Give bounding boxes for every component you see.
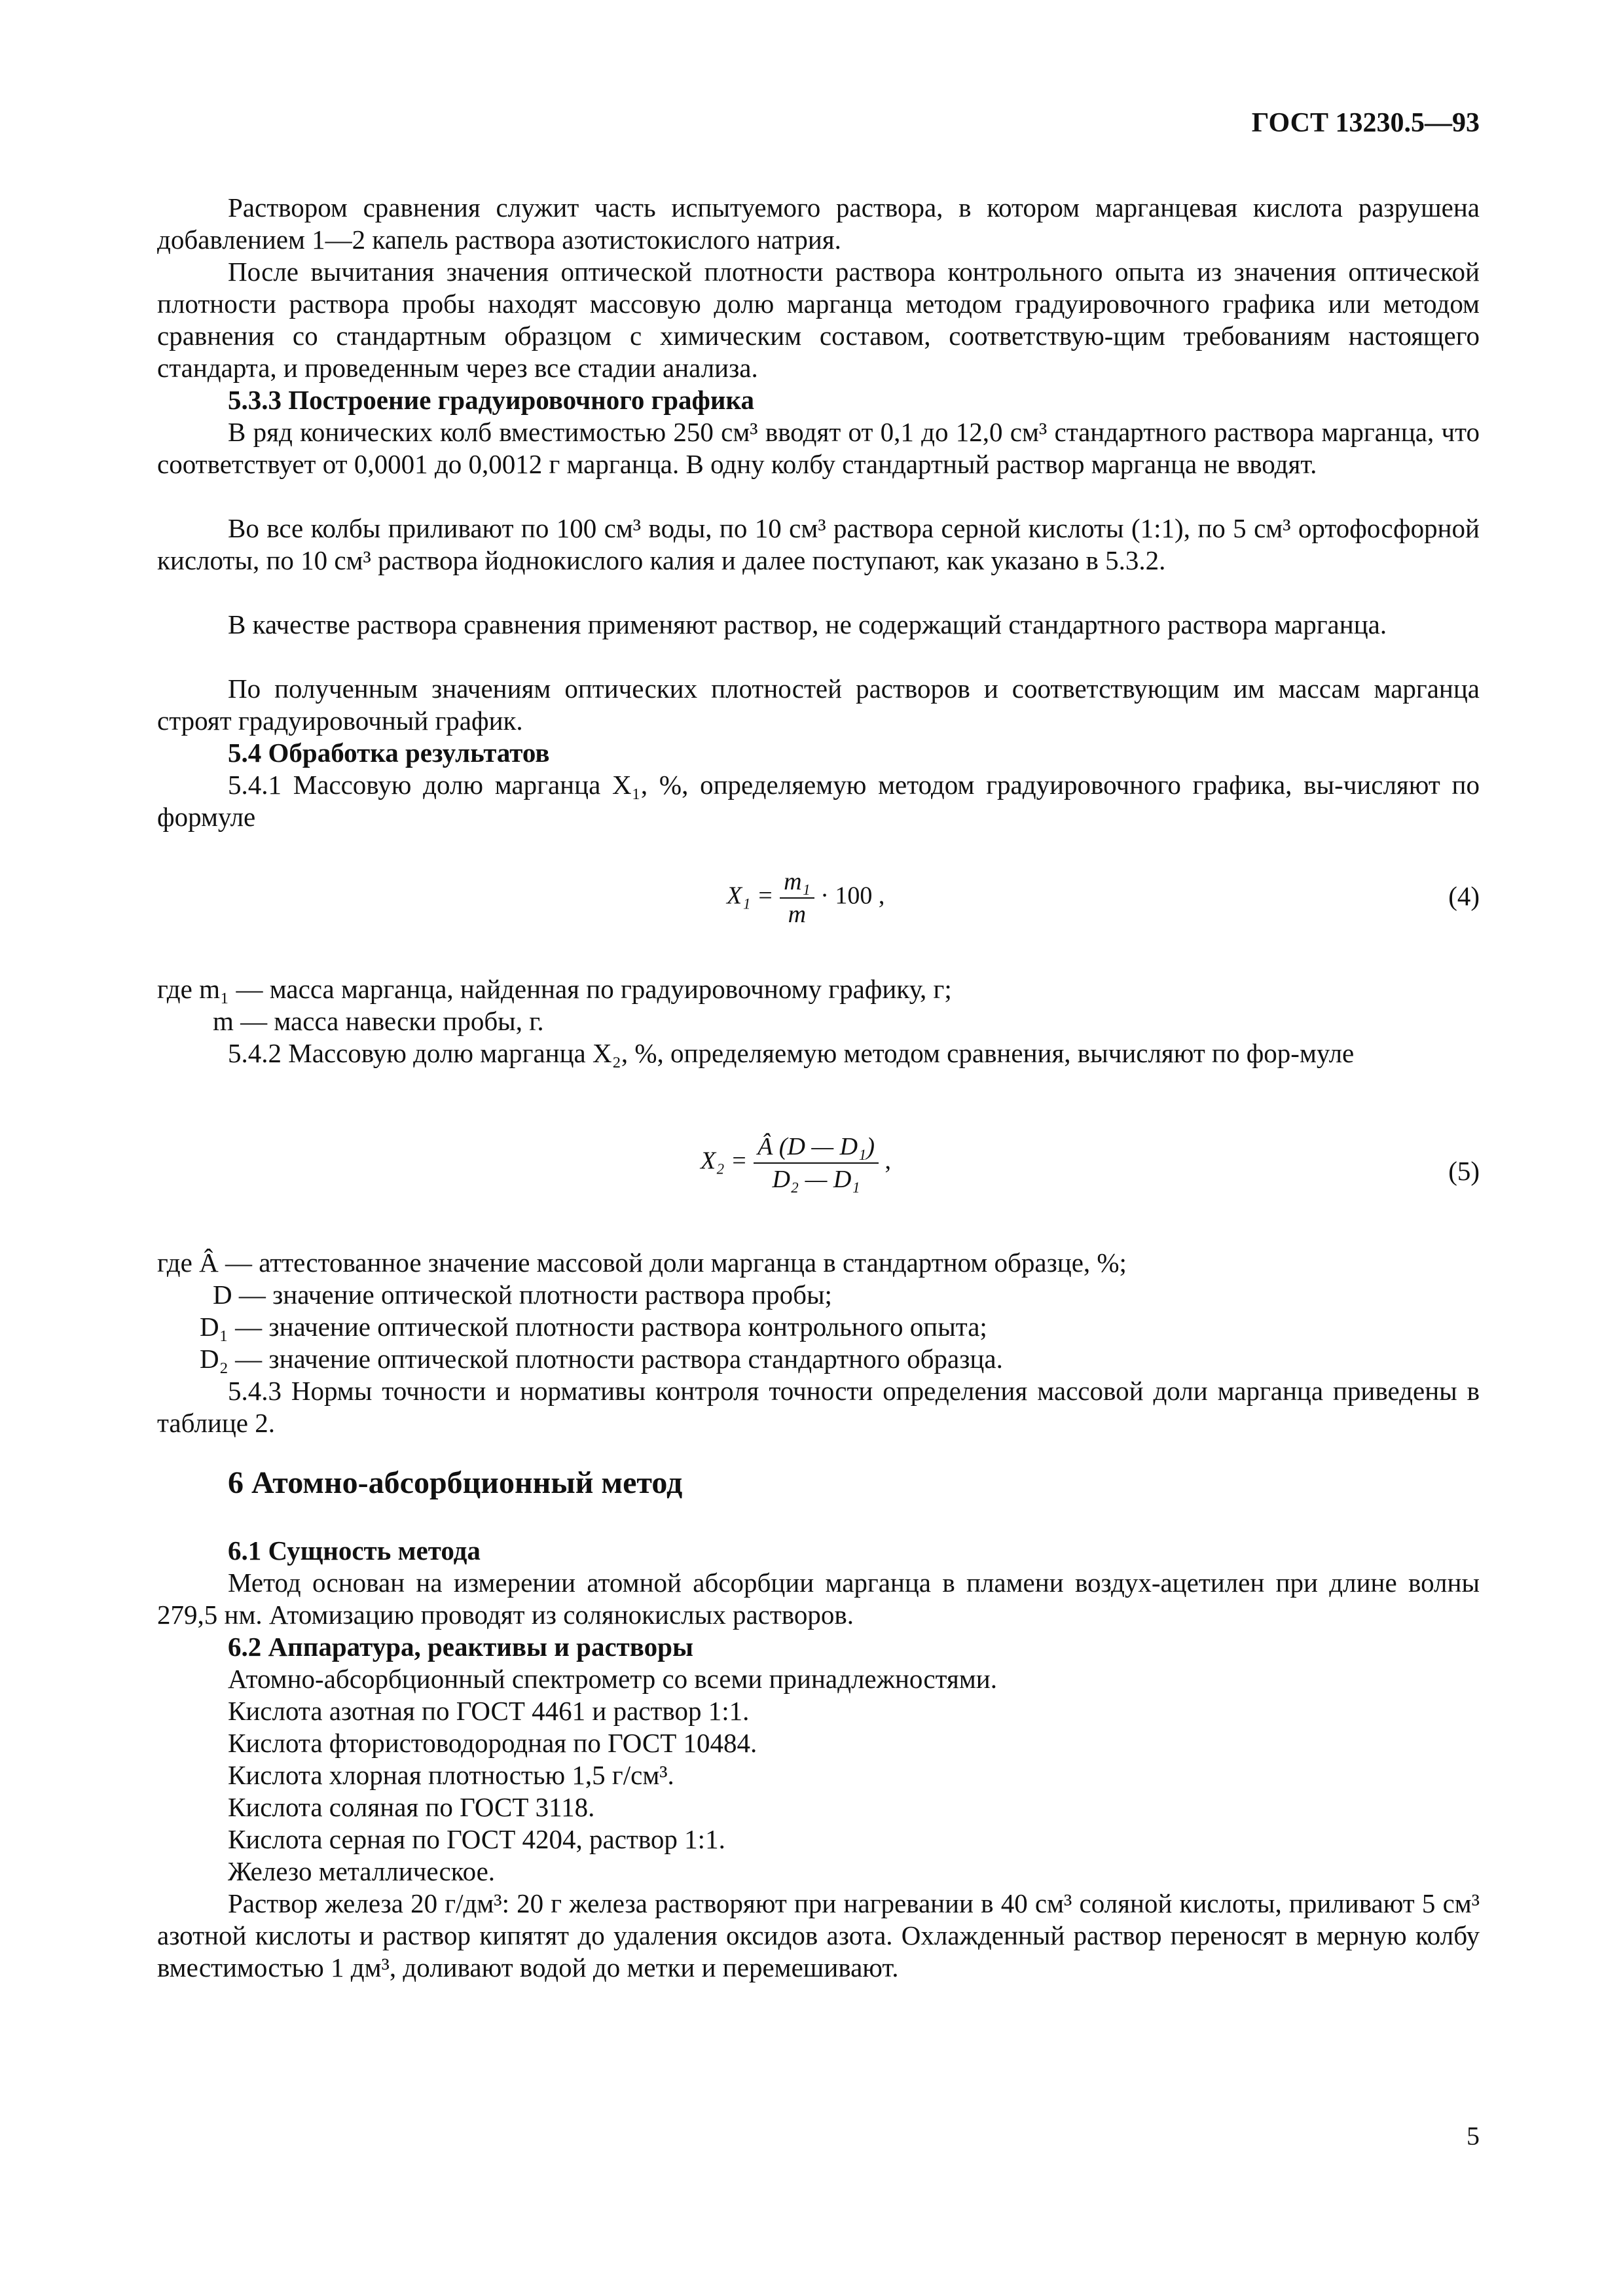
reagent-list-item: Кислота серная по ГОСТ 4204, раствор 1:1. [228,1824,725,1854]
paragraph: В ряд конических колб вместимостью 250 см³ вводят от 0,1 до 12,0 см³ стандартного раствора марганца, что соответствует от 0,0001 до 0,0012 г марганца. В одну колбу стандартный раствор марганца не вводят. [157,417,1480,479]
section-heading-6-1: 6.1 Сущность метода [228,1535,481,1566]
reagent-list-item: Кислота соляная по ГОСТ 3118. [228,1792,595,1822]
reagent-list-item: Железо металлическое. [228,1856,496,1886]
reagent-list-item: Кислота азотная по ГОСТ 4461 и раствор 1:1. [228,1696,750,1726]
section-heading-6-2: 6.2 Аппаратура, реактивы и растворы [228,1632,693,1662]
paragraph: Метод основан на измерении атомной абсорбции марганца в пламени воздух-ацетилен при длине волны 279,5 нм. Атомизацию проводят из солянокислых растворов. [157,1568,1480,1630]
formula-lhs: X₁ = [727,882,774,910]
numerator: m₁ [780,867,814,899]
page-number: 5 [1467,2121,1480,2151]
paragraph: 5.4.3 Нормы точности и нормативы контроля точности определения массовой доли марганца приведены в таблице 2. [157,1376,1480,1438]
where-clause: D — значение оптической плотности раствора пробы; [213,1280,832,1310]
formula-tail: , [884,1147,891,1175]
equation-number: (4) [1448,881,1480,911]
reagent-list-item: Кислота хлорная плотностью 1,5 г/см³. [228,1760,674,1790]
standard-header: ГОСТ 13230.5—93 [1251,108,1480,138]
numerator: Â (D — D₁) [754,1132,879,1164]
paragraph: 5.4.2 Массовую долю марганца X₂, %, определяемую методом сравнения, вычисляют по фор-муле [228,1038,1355,1068]
fraction [754,1132,879,1194]
formula-5 [701,1132,891,1194]
equation-number: (5) [1448,1156,1480,1186]
where-clause: m — масса навески пробы, г. [213,1006,544,1036]
formula-tail: · 100 , [820,882,885,910]
fraction [780,867,814,929]
where-clause: D₂ — значение оптической плотности раствора стандартного образца. [200,1344,1003,1374]
reagent-list-item: Атомно-абсорбционный спектрометр со всеми принадлежностями. [228,1664,997,1694]
paragraph: В качестве раствора сравнения применяют раствор, не содержащий стандартного раствора марганца. [228,609,1387,639]
section-heading-6: 6 Атомно-абсорбционный метод [228,1465,683,1500]
where-clause: D₁ — значение оптической плотности раствора контрольного опыта; [200,1312,987,1342]
denominator: m [788,901,807,928]
paragraph: 5.4.1 Массовую долю марганца X₁, %, определяемую методом градуировочного графика, вы-числяют по формуле [157,770,1480,832]
paragraph: После вычитания значения оптической плотности раствора контрольного опыта из значения оптической плотности раствора пробы находят массовую долю марганца методом градуировочного графика или методом сравнения со стандартным образцом с химическим составом, соответствую-щим требованиям настоящего стандарта, и проведенным через все стадии анализа. [157,257,1480,383]
formula-lhs: X₂ = [701,1147,748,1175]
section-heading-5-3-3: 5.3.3 Построение градуировочного графика [228,385,755,415]
formula-4 [727,867,884,929]
paragraph: Раствор железа 20 г/дм³: 20 г железа растворяют при нагревании в 40 см³ соляной кислоты, приливают 5 см³ азотной кислоты и раствор кипятят до удаления оксидов азота. Охлажденный раствор переносят в мерную колбу вместимостью 1 дм³, доливают водой до метки и перемешивают. [157,1888,1480,1982]
paragraph: Раствором сравнения служит часть испытуемого раствора, в котором марганцевая кислота разрушена добавлением 1—2 капель раствора азотистокислого натрия. [157,192,1480,255]
paragraph: По полученным значениям оптических плотностей растворов и соответствующим им массам марганца строят градуировочный график. [157,673,1480,736]
where-clause: где m₁ — масса марганца, найденная по градуировочному графику, г; [157,974,952,1004]
reagent-list-item: Кислота фтористоводородная по ГОСТ 10484. [228,1728,757,1758]
section-heading-5-4: 5.4 Обработка результатов [228,738,550,768]
denominator: D₂ — D₁ [772,1166,860,1193]
where-clause: где Â — аттестованное значение массовой доли марганца в стандартном образце, %; [157,1247,1127,1278]
paragraph: Во все колбы приливают по 100 см³ воды, по 10 см³ раствора серной кислоты (1:1), по 5 см³ ортофосфорной кислоты, по 10 см³ раствора йоднокислого калия и далее поступают, как указано в 5.3.2. [157,513,1480,575]
